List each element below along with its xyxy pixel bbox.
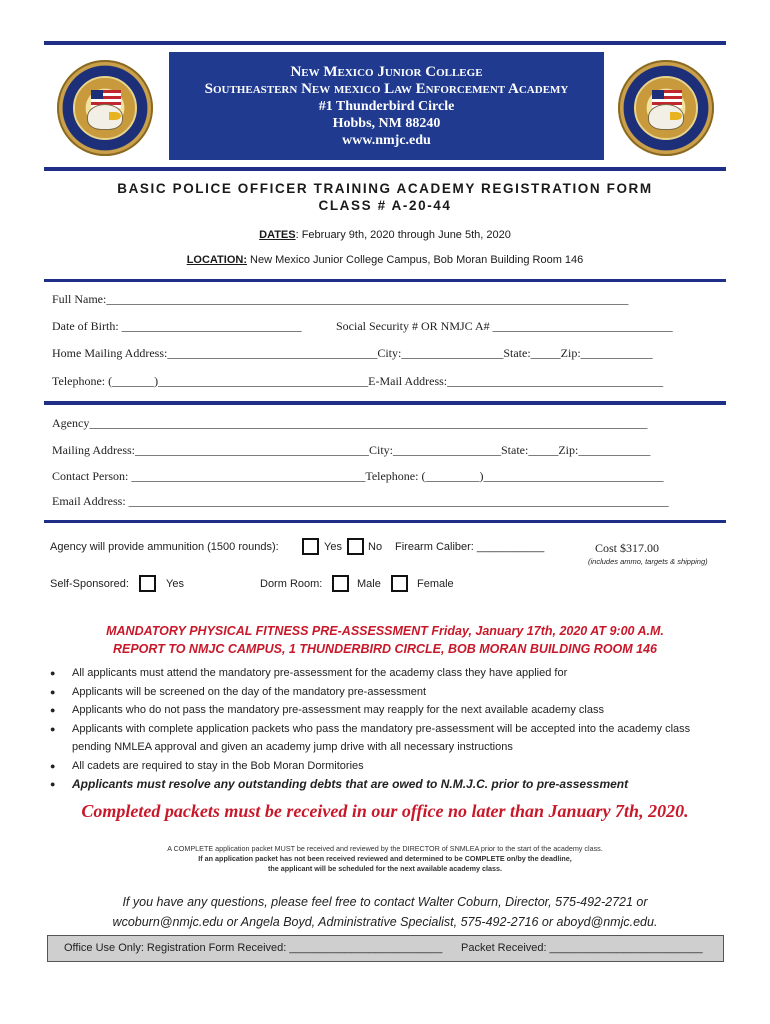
packet-notice-line-2: If an application packet has not been received reviewed and determined to be COMPLETE on/by the deadline, [198,854,572,863]
list-item: ● Applicants must resolve any outstanding debts that are owed to N.M.J.C. prior to pre-assessment [50,775,730,794]
list-item: ● Applicants will be screened on the day of the mandatory pre-assessment [50,683,730,702]
dates-label: DATES [259,229,296,241]
ammo-label: Agency will provide ammunition (1500 rounds): [50,541,279,553]
cost-note: (includes ammo, targets & shipping) [588,557,708,566]
dorm-room-label: Dorm Room: [260,578,323,590]
academy-seal-right-icon [618,60,714,156]
dates-value: : February 9th, 2020 through June 5th, 2020 [295,229,511,241]
contact-person-field[interactable]: Contact Person: _______________________________________Telephone: (_________)______________________________ [52,469,664,483]
class-number: CLASS # A-20-44 [318,198,452,213]
packet-notice-line-1: A COMPLETE application packet MUST be received and reviewed by the DIRECTOR of SNMLEA prior to the start of the academy class. [167,844,603,853]
office-use-box [47,935,724,962]
ammo-yes-checkbox[interactable] [302,538,319,555]
college-name: New Mexico Junior College [290,64,483,80]
agency-mailing-field[interactable]: Mailing Address:_______________________________________City:__________________State:_____Zip:____________ [52,443,651,457]
list-item: ● Applicants with complete application packets who pass the mandatory pre-assessment will be accepted into the academy class pending NMLEA approval and given an academy jump drive with all necessary instructions [50,720,730,757]
home-address-field[interactable]: Home Mailing Address:___________________________________City:_________________State:_____Zip:____________ [52,346,653,360]
options-rule [44,520,726,523]
contact-line-2: wcoburn@nmjc.edu or Angela Boyd, Administrative Specialist, 575-492-2716 or aboyd@nmjc.edu. [112,915,658,929]
ssn-field[interactable]: Social Security # OR NMJC A# ______________________________ [336,319,673,333]
deadline-notice: Completed packets must be received in our office no later than January 7th, 2020. [81,801,689,821]
applicant-rule [44,279,726,282]
full-name-field[interactable]: Full Name:_______________________________________________________________________________________ [52,292,629,306]
self-sponsored-checkbox[interactable] [139,575,156,592]
college-header [169,52,604,160]
address-line-2: Hobbs, NM 88240 [332,116,441,131]
website: www.nmjc.edu [342,133,431,148]
telephone-field[interactable]: Telephone: (_______)___________________________________E-Mail Address:____________________________________ [52,374,664,388]
location-line [0,254,770,266]
dorm-female-label: Female [417,578,454,590]
form-title: BASIC POLICE OFFICER TRAINING ACADEMY REGISTRATION FORM [117,181,653,196]
office-registration-field[interactable]: Office Use Only: Registration Form Received: _________________________ [64,942,443,954]
list-item: ● All applicants must attend the mandatory pre-assessment for the academy class they have applied for [50,664,730,683]
self-sponsored-yes-label: Yes [166,578,184,590]
dorm-female-checkbox[interactable] [391,575,408,592]
location-label: LOCATION: [186,254,247,266]
list-item: ● Applicants who do not pass the mandatory pre-assessment may reapply for the next available academy class [50,701,730,720]
ammo-yes-label: Yes [324,541,342,553]
requirements-list [50,664,730,794]
top-rule [44,41,726,45]
cost-text: Cost $317.00 [595,541,660,555]
location-value: New Mexico Junior College Campus, Bob Moran Building Room 146 [247,254,584,266]
contact-line-1: If you have any questions, please feel free to contact Walter Coburn, Director, 575-492-2721 or [122,895,648,909]
ammo-no-checkbox[interactable] [347,538,364,555]
self-sponsored-label: Self-Sponsored: [50,578,129,590]
agency-field[interactable]: Agency_____________________________________________________________________________________________ [52,416,648,430]
packet-notice-line-3: the applicant will be scheduled for the next available academy class. [267,864,503,873]
agency-email-field[interactable]: Email Address: __________________________________________________________________________________________ [52,494,669,508]
office-packet-field[interactable]: Packet Received: _________________________ [461,942,703,954]
mandatory-assessment-line-2: REPORT TO NMJC CAMPUS, 1 THUNDERBIRD CIRCLE, BOB MORAN BUILDING ROOM 146 [112,642,658,656]
ammo-no-label: No [368,541,383,553]
agency-rule [44,401,726,405]
address-line-1: #1 Thunderbird Circle [318,99,455,114]
mandatory-assessment-line-1: MANDATORY PHYSICAL FITNESS PRE-ASSESSMENT Friday, January 17th, 2020 AT 9:00 A.M. [106,624,664,638]
dorm-male-label: Male [357,578,381,590]
dorm-male-checkbox[interactable] [332,575,349,592]
dob-field[interactable]: Date of Birth: ______________________________ [52,319,302,333]
academy-seal-left-icon [57,60,153,156]
academy-name: Southeastern New mexico Law Enforcement Academy [204,81,569,97]
list-item: ● All cadets are required to stay in the Bob Moran Dormitories [50,757,730,776]
header-rule [44,167,726,171]
firearm-caliber-field[interactable]: Firearm Caliber: ___________ [395,541,545,553]
dates-line [0,229,770,241]
